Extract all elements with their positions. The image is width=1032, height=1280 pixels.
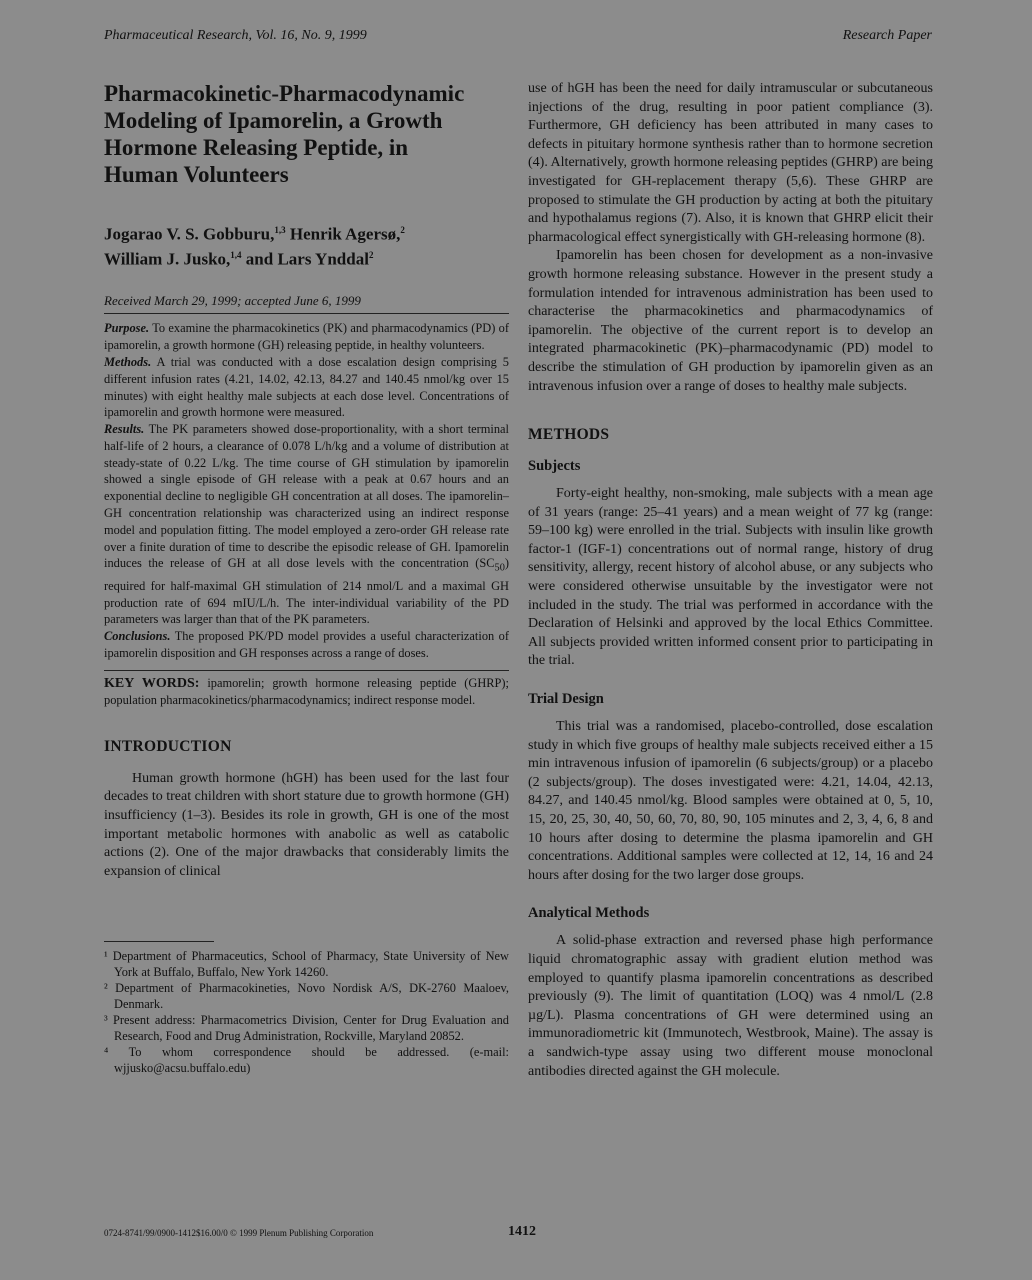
author-3: William J. Jusko, (104, 249, 231, 269)
paper-title: Pharmacokinetic-Pharmacodynamic Modeling of Ipamorelin, a Growth Hormone Releasing Peptide, in Human Volunteers (104, 81, 465, 187)
author-1: Jogarao V. S. Gobburu, (104, 224, 275, 244)
footnote-1: ¹ Department of Pharmaceutics, School of Pharmacy, State University of New York at Buffalo, Buffalo, New York 14260. (104, 949, 509, 980)
footnote-3: ³ Present address: Pharmacometrics Division, Center for Drug Evaluation and Research, Food and Drug Administration, Rockville, Maryland 20852. (104, 1013, 509, 1044)
footnote-rule (104, 941, 214, 942)
trial-design-paragraph: This trial was a randomised, placebo-controlled, dose escalation study in which five groups of healthy male subjects received either a 15 min intravenous infusion of ipamorelin (6 subjects/group) or a placebo (2 subjects/group). The doses investigated were: 4.21, 14.04, 42.13, 84.27, and 140.45 nmol/kg. Blood samples were obtained at 0, 5, 10, 15, 20, 25, 30, 40, 50, 60, 70, 80, 90, 105 minutes and 2, 3, 4, 6, 8 and 10 hours after dosing to determine the plasma ipamorelin and GH concentrations. Additional samples were collected at 12, 14, 16 and 24 hours after dosing for the two larger dose groups. (528, 719, 933, 883)
abstract-methods (104, 354, 509, 421)
left-column (104, 80, 509, 1076)
trial-design-heading: Trial Design (528, 691, 604, 708)
purpose-text: To examine the pharmacokinetics (PK) and pharmacodynamics (PD) of ipamorelin, a growth hormone (GH) releasing peptide, in healthy volunteers. (104, 321, 509, 353)
footnote-4: ⁴ To whom correspondence should be addressed. (e-mail: wjjusko@acsu.buffalo.edu) (104, 1045, 509, 1076)
subjects-heading: Subjects (528, 458, 581, 475)
author-3-affil: 1,4 (230, 249, 242, 260)
analytical-methods-paragraph: A solid-phase extraction and reversed phase high performance liquid chromatographic assay with gradient elution method was employed to quantify plasma ipamorelin concentrations as described previously (9). The limit of quantitation (LOQ) was 4 nmol/L (2.8 µg/L). Plasma concentrations of GH were determined using an immunoradiometric kit (Immunotech, Westbrook, Maine). The assay is a sandwich-type assay using two different mouse monoclonal antibodies directed against the GH molecule. (528, 933, 933, 1079)
results-text-a: The PK parameters showed dose-proportionality, with a short terminal half-life of 2 hours, a clearance of 0.078 L/h/kg and a volume of distribution at steady-state of 0.22 L/kg. The time course of GH stimulation by ipamorelin showed a single episode of GH release with a peak at 0.67 hours and an exponential decline to negligible GH concentration at all doses. The ipamorelin–GH concentration relationship was characterized using an indirect response model and population fitting. The model employed a zero-order GH release rate over a finite duration of time to describe the episodic release of GH. Ipamorelin induces the release of GH at all dose levels with the concentration (SC (104, 422, 509, 571)
author-4-affil: 2 (368, 249, 374, 260)
author-list (104, 220, 509, 269)
purpose-label: Purpose. (104, 321, 150, 336)
author-2: Henrik Agersø, (285, 224, 401, 244)
introduction-section (104, 738, 509, 882)
introduction-paragraph-1: Human growth hormone (hGH) has been used for the last four decades to treat children with short stature due to growth hormone (GH) insufficiency (1–3). Besides its role in growth, GH is one of the most important metabolic hormones with anabolic as well as catabolic actions (2). One of the major drawbacks that considerably limits the expansion of clinical (104, 770, 509, 879)
author-4: and Lars Ynddal (241, 249, 369, 269)
introduction-paragraph-2: Ipamorelin has been chosen for development as a non-invasive growth hormone releasing substance. However in the present study a formulation intended for intravenous administration has been used to characterise the pharmacokinetics and pharmacodynamics of ipamorelin. The objective of the current report is to develop an integrated pharmacokinetic (PK)–pharmacodynamic (PD) model to describe the stimulation of GH production by ipamorelin given as an intravenous infusion over a range of doses to healthy male subjects. (528, 248, 933, 394)
abstract-results (104, 421, 509, 628)
introduction-paragraph-1-cont: use of hGH has been the need for daily intramuscular or subcutaneous injections of the drug, resulting in poor patient compliance (3). Furthermore, GH deficiency has been attributed in many cases to defects in pituitary hormone synthesis rather than to hormone secretion (4). Alternatively, growth hormone releasing peptides (GHRP) are being investigated for GH-replacement therapy (5,6). These GHRP are proposed to stimulate the GH production by acting at both the pituitary and hypothalamus regions (7). Also, it is known that GHRP elicit their pharmacological effect synergistically with GH-releasing hormone (8). (528, 81, 933, 245)
footnotes (104, 948, 509, 1076)
results-subscript: 50 (494, 562, 505, 574)
analytical-methods-heading: Analytical Methods (528, 905, 650, 922)
conclusions-text: The proposed PK/PD model provides a useful characterization of ipamorelin disposition and GH responses across a range of doses. (104, 629, 509, 660)
abstract-conclusions (104, 628, 509, 662)
author-1-affil: 1,3 (274, 225, 286, 235)
methods-label: Methods. (104, 354, 152, 369)
introduction-heading: INTRODUCTION (104, 737, 232, 755)
results-label: Results. (104, 422, 145, 437)
received-dates: Received March 29, 1999; accepted June 6, 1999 (104, 293, 509, 314)
author-2-affil: 2 (400, 225, 405, 235)
journal-header: Pharmaceutical Research, Vol. 16, No. 9, 1999 (104, 28, 367, 43)
subjects-paragraph: Forty-eight healthy, non-smoking, male subjects with a mean age of 31 years (range: 25–41 years) and a mean weight of 77 kg (range: 59–100 kg) were enrolled in the trial. Subjects with insulin like growth factor-1 (IGF-1) concentrations out of normal range, history of drug sensitivity, allergy, recent history of alcohol abuse, or any subjects who were considered otherwise unsuitable by the investigator were not included in the study. The trial was performed in accordance with the Declaration of Helsinki and approved by the local Ethics Committee. All subjects provided written informed consent prior to participating in the trial. (528, 486, 933, 669)
right-column (528, 80, 933, 1081)
abstract (104, 320, 509, 661)
methods-text: A trial was conducted with a dose escalation design comprising 5 different infusion rates (4.21, 14.02, 42.13, 84.27 and 140.45 nmol/kg over 15 minutes) with eight healthy male subjects at each dose level. Concentrations of ipamorelin and growth hormone were measured. (104, 354, 509, 420)
key-words (104, 670, 509, 708)
copyright-code: 0724-8741/99/0900-1412$16.00/0 © 1999 Plenum Publishing Corporation (104, 1228, 374, 1238)
page-number: 1412 (508, 1224, 536, 1239)
article-type: Research Paper (842, 28, 932, 43)
key-words-label: KEY WORDS: (104, 675, 200, 691)
results-text-b: ) required for half-maximal GH stimulation of 214 nmol/L and a maximal GH production rate of 694 mIU/L/h. The inter-individual variability of the PD parameters was larger than that of the PK parameters. (104, 556, 509, 627)
conclusions-label: Conclusions. (104, 629, 171, 644)
footnote-2: ² Department of Pharmacokineties, Novo Nordisk A/S, DK-2760 Maaloev, Denmark. (104, 981, 509, 1012)
key-words-text: ipamorelin; growth hormone releasing peptide (GHRP); population pharmacokinetics/pharmacodynamics; indirect response model. (104, 675, 509, 707)
methods-heading: METHODS (528, 426, 610, 444)
abstract-purpose (104, 320, 509, 354)
